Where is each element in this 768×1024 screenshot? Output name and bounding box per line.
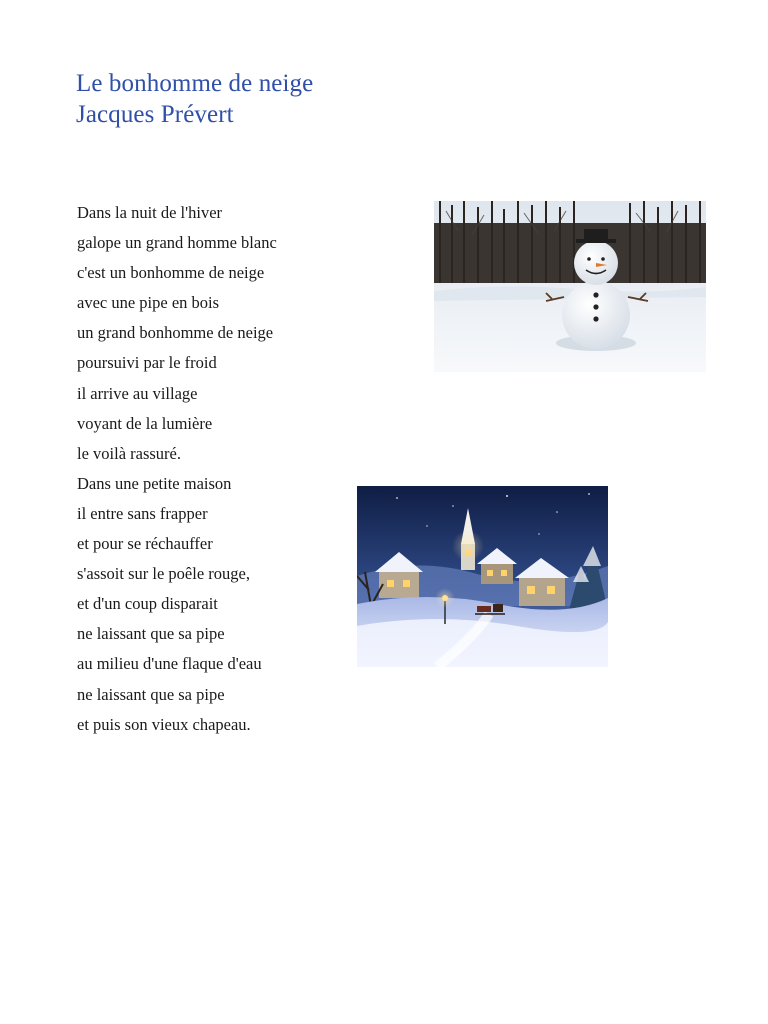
poem-line: ne laissant que sa pipe [77, 684, 225, 704]
poem-title-block [76, 68, 313, 130]
snowman-image [434, 201, 706, 372]
village-illustration [357, 486, 608, 667]
poem-title: Le bonhomme de neige [76, 70, 314, 97]
village-image [357, 486, 608, 667]
poem-line: c'est un bonhomme de neige [77, 263, 265, 283]
snowman-illustration [434, 201, 706, 372]
poem-line: galope un grand homme blanc [77, 233, 277, 253]
poem-line: au milieu d'une flaque d'eau [77, 654, 262, 674]
poem-line: un grand bonhomme de neige [77, 323, 274, 343]
poem-line: le voilà rassuré. [77, 443, 182, 463]
poem-line: et puis son vieux chapeau. [77, 714, 251, 734]
poem-line: avec une pipe en bois [77, 293, 220, 313]
poem-line: il entre sans frapper [77, 503, 208, 523]
poem-line: Dans la nuit de l'hiver [77, 203, 223, 222]
poem-line: s'assoit sur le poêle rouge, [77, 564, 250, 584]
poem-line: voyant de la lumière [77, 413, 213, 433]
poem-line: poursuivi par le froid [77, 353, 217, 373]
poem-line: ne laissant que sa pipe [77, 624, 225, 644]
poem-line: et pour se réchauffer [77, 534, 213, 554]
poem-body [77, 198, 277, 740]
poem-line: et d'un coup disparait [77, 594, 218, 614]
poem-line: Dans une petite maison [77, 473, 232, 493]
poem-author: Jacques Prévert [76, 101, 234, 128]
poem-line: il arrive au village [77, 383, 198, 403]
